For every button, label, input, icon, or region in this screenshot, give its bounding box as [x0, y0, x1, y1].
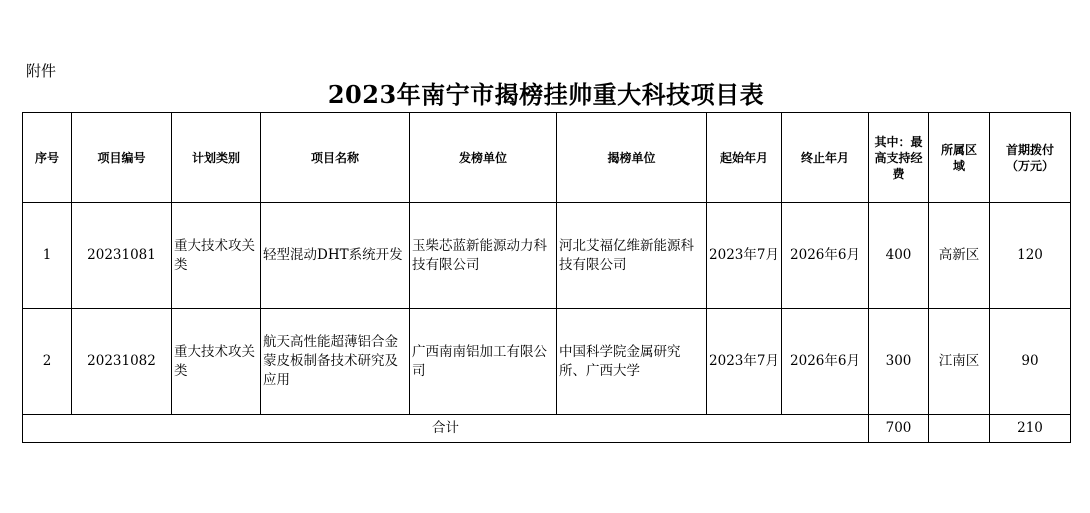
cell-project-no: 20231081 [72, 203, 172, 309]
total-max-support: 700 [869, 415, 929, 443]
cell-start-date: 2023年7月 [707, 309, 782, 415]
header-project-no: 项目编号 [72, 113, 172, 203]
cell-first-allocation: 90 [990, 309, 1071, 415]
header-district: 所属区域 [929, 113, 990, 203]
header-project-name: 项目名称 [261, 113, 410, 203]
header-winning-unit: 揭榜单位 [557, 113, 707, 203]
cell-end-date: 2026年6月 [782, 203, 869, 309]
cell-issuing-unit: 广西南南铝加工有限公司 [410, 309, 557, 415]
header-end-date: 终止年月 [782, 113, 869, 203]
cell-first-allocation: 120 [990, 203, 1071, 309]
header-max-support: 其中：最高支持经费 [869, 113, 929, 203]
header-plan-category: 计划类别 [172, 113, 261, 203]
header-row [23, 113, 1071, 203]
cell-plan-category: 重大技术攻关类 [172, 309, 261, 415]
total-district [929, 415, 990, 443]
cell-winning-unit: 中国科学院金属研究所、广西大学 [557, 309, 707, 415]
cell-issuing-unit: 玉柴芯蓝新能源动力科技有限公司 [410, 203, 557, 309]
cell-seq: 2 [23, 309, 72, 415]
table-row [23, 309, 1071, 415]
cell-winning-unit: 河北艾福亿维新能源科技有限公司 [557, 203, 707, 309]
cell-plan-category: 重大技术攻关类 [172, 203, 261, 309]
table-row [23, 203, 1071, 309]
total-row [23, 415, 1071, 443]
cell-district: 高新区 [929, 203, 990, 309]
cell-project-name: 轻型混动DHT系统开发 [261, 203, 410, 309]
cell-end-date: 2026年6月 [782, 309, 869, 415]
cell-district: 江南区 [929, 309, 990, 415]
cell-max-support: 400 [869, 203, 929, 309]
header-issuing-unit: 发榜单位 [410, 113, 557, 203]
header-start-date: 起始年月 [707, 113, 782, 203]
projects-table [22, 112, 1071, 443]
header-seq: 序号 [23, 113, 72, 203]
total-label: 合计 [23, 415, 869, 443]
page-title: 2023年南宁市揭榜挂帅重大科技项目表 [327, 80, 765, 109]
cell-project-no: 20231082 [72, 309, 172, 415]
header-first-allocation: 首期拨付（万元） [990, 113, 1071, 203]
cell-start-date: 2023年7月 [707, 203, 782, 309]
cell-seq: 1 [23, 203, 72, 309]
cell-project-name: 航天高性能超薄铝合金蒙皮板制备技术研究及应用 [261, 309, 410, 415]
cell-max-support: 300 [869, 309, 929, 415]
total-first-allocation: 210 [990, 415, 1071, 443]
attachment-label: 附件 [26, 62, 57, 80]
